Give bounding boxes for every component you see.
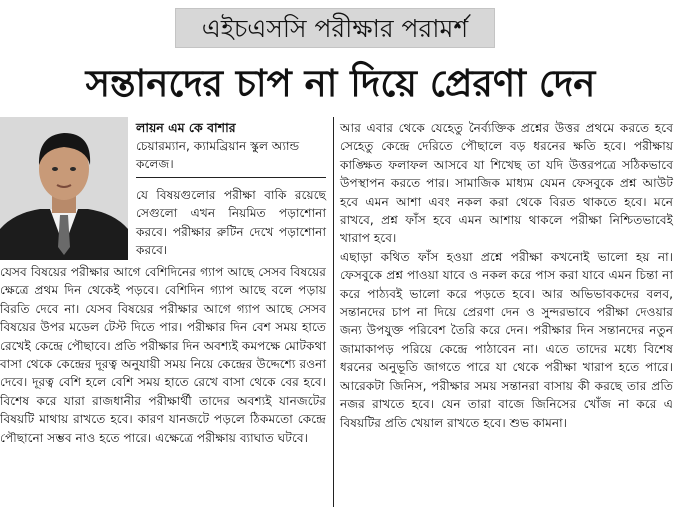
- author-title: চেয়ারম্যান, ক্যামব্রিয়ান স্কুল অ্যান্ড কলেজ।: [136, 139, 300, 171]
- headline: সন্তানদের চাপ না দিয়ে প্রেরণা দেন: [85, 62, 596, 105]
- byline-divider: [136, 177, 326, 178]
- article-col1-bottom: যেসব বিষয়ের পরীক্ষার আগে বেশিদিনের গ্যাপ আছে সেসব বিষয়ের ক্ষেত্রে প্রথম দিন থেকেই পড়বে। বেশিদিন গ্যাপ আছে বলে পড়ায় বিরতি দেবে না। যেসব বিষয়ের পরীক্ষার আগে গ্যাপ আছে সেসব বিষয়ের উপর মডেল টেস্ট দিতে পার। পরীক্ষার দিন বেশ সময় হাতে রেখেই কেন্দ্রে পৌছাবে। প্রতি পরীক্ষার দিন অবশ্যই কমপক্ষে মোটকথা বাসা থেকে কেন্দ্রের দূরত্ব অনুযায়ী সময় নিয়ে কেন্দ্রের উদ্দেশ্যে রওনা দেবে। দূরত্ব বেশি হলে বেশি সময় হাতে রেখে বাসা থেকে বের হবে। বিশেষ করে যারা রাজধানীর পরীক্ষার্থী তাদের অবশ্যই যানজটের বিষয়টি মাথায় রাখতে হবে। কারণ যানজটে পড়লে ঠিকমতো কেন্দ্রে পৌছানো সম্ভব নাও হতে পারে। এক্ষেত্রে পরীক্ষায় ব্যাঘাত ঘটবে।: [0, 265, 326, 445]
- article-col1-top: যে বিষয়গুলোর পরীক্ষা বাকি রয়েছে সেগুলো এখন নিয়মিত পড়াশোনা করবে। পরীক্ষার রুটিন দেখে পড়াশোনা করবে।: [136, 188, 326, 258]
- article-col2-paragraph: এছাড়া কথিত ফাঁস হওয়া প্রশ্নে পরীক্ষা কখনোই ভালো হয় না। ফেসবুকে প্রশ্ন পাওয়া যাবে ও নকল করে পাস করা যাবে এমন চিন্তা না করে পাঠ্যবই ভালো করে পড়তে হবে। আর অভিভাবকদের বলব, সন্তানদের চাপ না দিয়ে প্রেরণা দেন ও সুন্দরভাবে পরীক্ষা দেওয়ার জন্য উপযুক্ত পরিবেশ তৈরি করে দেন। পরীক্ষার দিন সন্তানদের নতুন জামাকাপড় পরিয়ে কেন্দ্রে পাঠাবেন না। এতে তাদের মধ্যে বিশেষ ধরনের অনুভূতি জাগতে পারে যা থেকে পরীক্ষা খারাপ হতে পারে। আরেকটা জিনিস, পরীক্ষার সময় সন্তানরা বাসায় কী করছে তার প্রতি নজর রাখতে হবে। যেন তারা বাজে জিনিসের খোঁজ না করে এ বিষয়টির প্রতি খেয়াল রাখতে হবে। শুভ কামনা।: [340, 249, 673, 430]
- article-col2-paragraph: আর এবার থেকে যেহেতু নৈর্ব্যক্তিক প্রশ্নের উত্তর প্রথমে করতে হবে সেহেতু কেন্দ্রে দেরিতে পৌছালে বড় ধরনের ক্ষতি হবে। পরীক্ষায় কাঙ্ক্ষিত ফলাফল আসবে যা শিখেছ তা যদি উত্তরপত্রে সঠিকভাবে উপস্থাপন করতে পার। সামাজিক মাধ্যম যেমন ফেসবুকে প্রশ্ন আউট হবে এমন আশা এবং নকল করা থেকে বিরত থাকতে হবে। মনে রাখবে, প্রশ্ন ফাঁস হবে এমন আশায় থাকলে পরীক্ষা নিশ্চিতভাবেই খারাপ হবে।: [340, 121, 673, 246]
- section-kicker: এইচএসসি পরীক্ষার পরামর্শ: [175, 8, 495, 48]
- author-name: লায়ন এম কে বাশার: [136, 120, 236, 135]
- author-photo: [0, 117, 128, 260]
- column-divider: [333, 117, 334, 507]
- article-col2: [340, 119, 673, 432]
- author-byline: [136, 118, 326, 173]
